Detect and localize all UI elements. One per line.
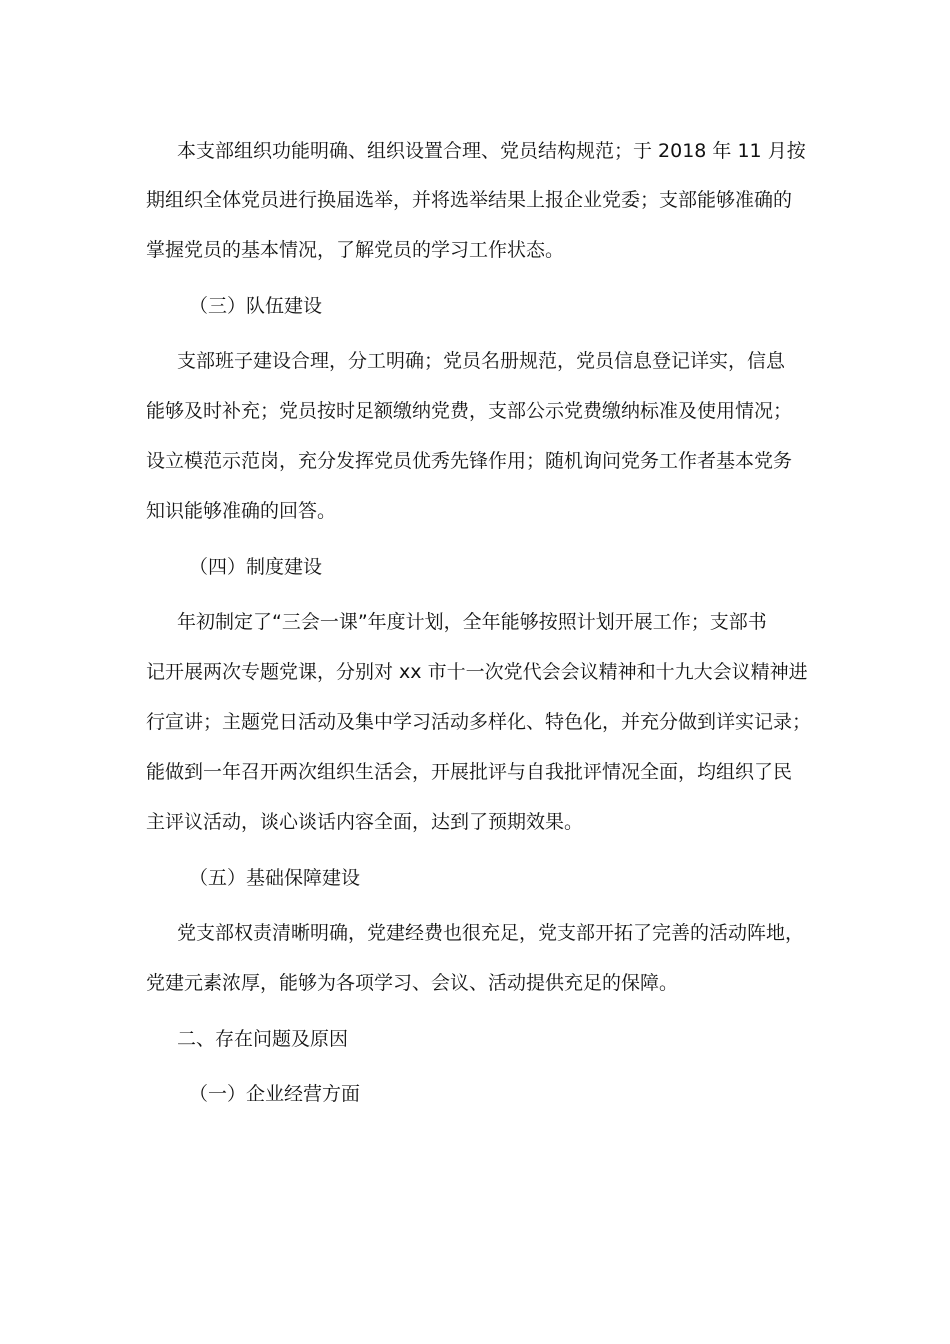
heading-problems-and-causes: 二、存在问题及原因	[177, 1028, 349, 1050]
heading-system-building: （四）制度建设	[189, 556, 323, 578]
paragraph-1-line-3: 掌握党员的基本情况，了解党员的学习工作状态。	[146, 239, 565, 261]
paragraph-4-line-2: 党建元素浓厚，能够为各项学习、会议、活动提供充足的保障。	[146, 972, 679, 994]
paragraph-3-line-4: 能做到一年召开两次组织生活会，开展批评与自我批评情况全面，均组织了民	[146, 761, 793, 783]
paragraph-2-line-2: 能够及时补充；党员按时足额缴纳党费，支部公示党费缴纳标准及使用情况；	[146, 400, 793, 422]
heading-team-building: （三）队伍建设	[189, 295, 323, 317]
paragraph-3-line-5: 主评议活动，谈心谈话内容全面，达到了预期效果。	[146, 811, 584, 833]
heading-business-operations: （一）企业经营方面	[189, 1083, 361, 1105]
paragraph-2-line-3: 设立模范示范岗，充分发挥党员优秀先锋作用；随机询问党务工作者基本党务	[146, 450, 793, 472]
paragraph-3-line-2: 记开展两次专题党课，分别对 xx 市十一次党代会会议精神和十九大会议精神进	[146, 661, 808, 683]
paragraph-1-line-2: 期组织全体党员进行换届选举，并将选举结果上报企业党委；支部能够准确的	[146, 189, 793, 211]
paragraph-3-line-1: 年初制定了“三会一课”年度计划，全年能够按照计划开展工作；支部书	[177, 611, 767, 633]
paragraph-2-line-4: 知识能够准确的回答。	[146, 500, 337, 522]
paragraph-3-line-3: 行宣讲；主题党日活动及集中学习活动多样化、特色化，并充分做到详实记录；	[146, 711, 812, 733]
heading-basic-support: （五）基础保障建设	[189, 867, 361, 889]
paragraph-1-line-1: 本支部组织功能明确、组织设置合理、党员结构规范；于 2018 年 11 月按	[177, 140, 806, 162]
paragraph-2-line-1: 支部班子建设合理，分工明确；党员名册规范，党员信息登记详实，信息	[177, 350, 786, 372]
paragraph-4-line-1: 党支部权责清晰明确，党建经费也很充足，党支部开拓了完善的活动阵地，	[177, 922, 805, 944]
